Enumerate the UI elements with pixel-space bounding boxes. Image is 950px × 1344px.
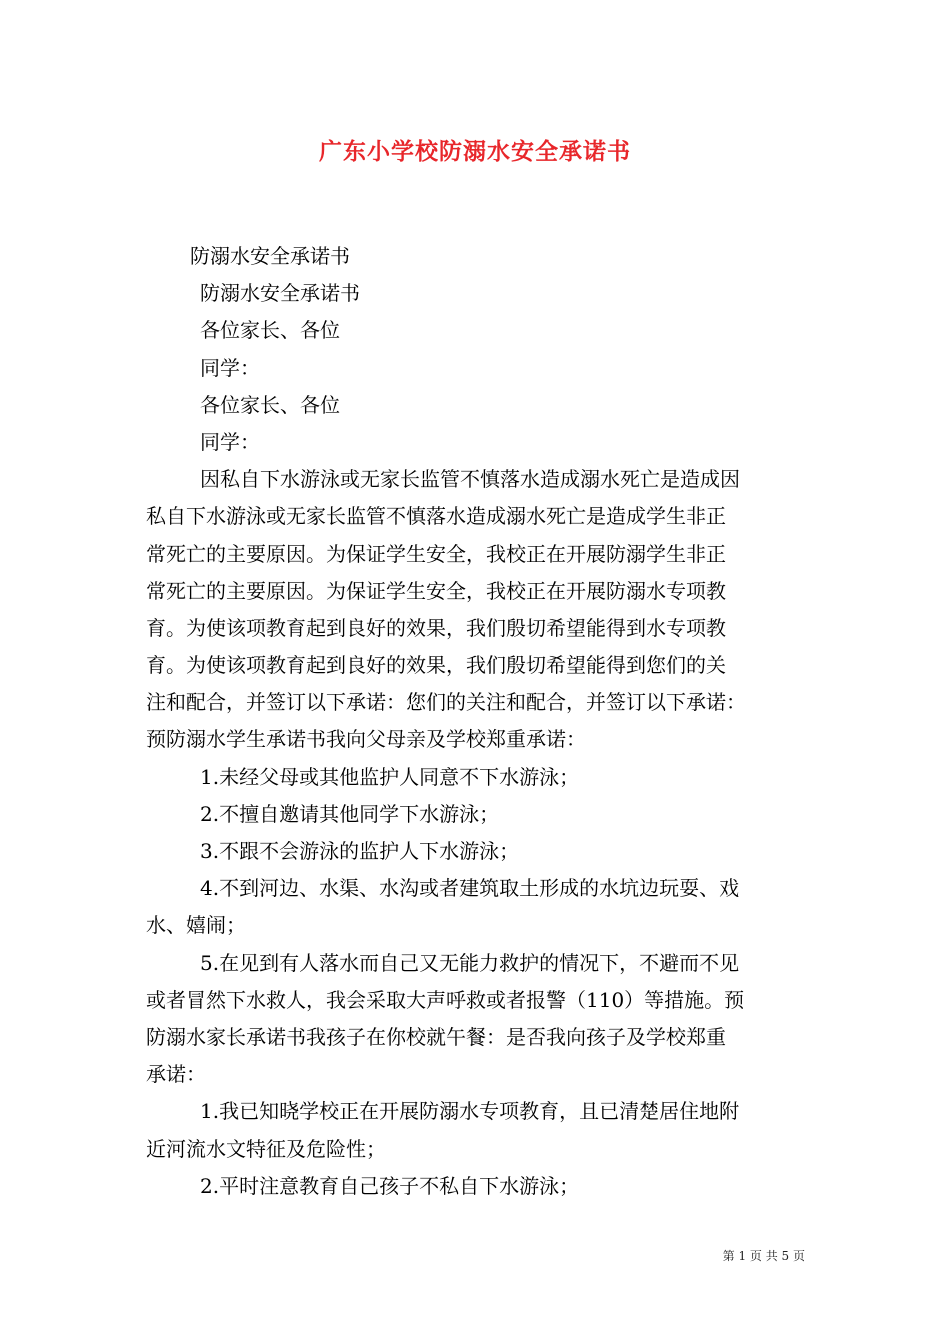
body-line: 2.平时注意教育自己孩子不私自下水游泳； (200, 1173, 580, 1198)
body-line: 或者冒然下水救人，我会采取大声呼救或者报警（110）等措施。预 (146, 987, 745, 1012)
body-line: 防溺水安全承诺书 (200, 281, 360, 306)
body-line: 1.我已知晓学校正在开展防溺水专项教育，且已清楚居住地附 (200, 1099, 740, 1124)
body-line: 1.未经父母或其他监护人同意不下水游泳； (200, 764, 580, 789)
body-line: 3.不跟不会游泳的监护人下水游泳； (200, 839, 520, 863)
body-line: 各位家长、各位 (200, 318, 340, 343)
body-line: 常死亡的主要原因。为保证学生安全，我校正在开展防溺水专项教 (146, 578, 726, 603)
body-line: 各位家长、各位 (200, 392, 340, 417)
body-line: 水、嬉闹； (146, 913, 246, 938)
body-line: 因私自下水游泳或无家长监管不慎落水造成溺水死亡是造成因 (200, 467, 740, 492)
body-line: 注和配合，并签订以下承诺：您们的关注和配合，并签订以下承诺： (146, 690, 746, 715)
body-line: 防溺水家长承诺书我孩子在你校就午餐：是否我向孩子及学校郑重 (146, 1024, 726, 1049)
document-body (146, 238, 826, 1205)
body-line: 常死亡的主要原因。为保证学生安全，我校正在开展防溺学生非正 (146, 541, 726, 566)
body-line: 承诺： (146, 1062, 206, 1087)
body-line: 同学： (200, 355, 260, 380)
body-line: 预防溺水学生承诺书我向父母亲及学校郑重承诺： (146, 727, 586, 752)
body-line: 2.不擅自邀请其他同学下水游泳； (200, 801, 500, 826)
body-line: 4.不到河边、水渠、水沟或者建筑取土形成的水坑边玩耍、戏 (200, 876, 740, 901)
body-line: 育。为使该项教育起到良好的效果，我们殷切希望能得到水专项教 (146, 615, 726, 640)
body-line: 防溺水安全承诺书 (190, 244, 350, 268)
body-line: 同学： (200, 429, 260, 454)
body-line: 私自下水游泳或无家长监管不慎落水造成溺水死亡是造成学生非正 (146, 504, 726, 529)
body-line: 育。为使该项教育起到良好的效果，我们殷切希望能得到您们的关 (146, 653, 726, 678)
body-line: 近河流水文特征及危险性； (146, 1136, 386, 1161)
body-line: 5.在见到有人落水而自己又无能力救护的情况下，不避而不见 (200, 950, 740, 975)
document-title: 广东小学校防溺水安全承诺书 (319, 138, 631, 165)
page-number: 第 1 页 共 5 页 (722, 1249, 805, 1263)
